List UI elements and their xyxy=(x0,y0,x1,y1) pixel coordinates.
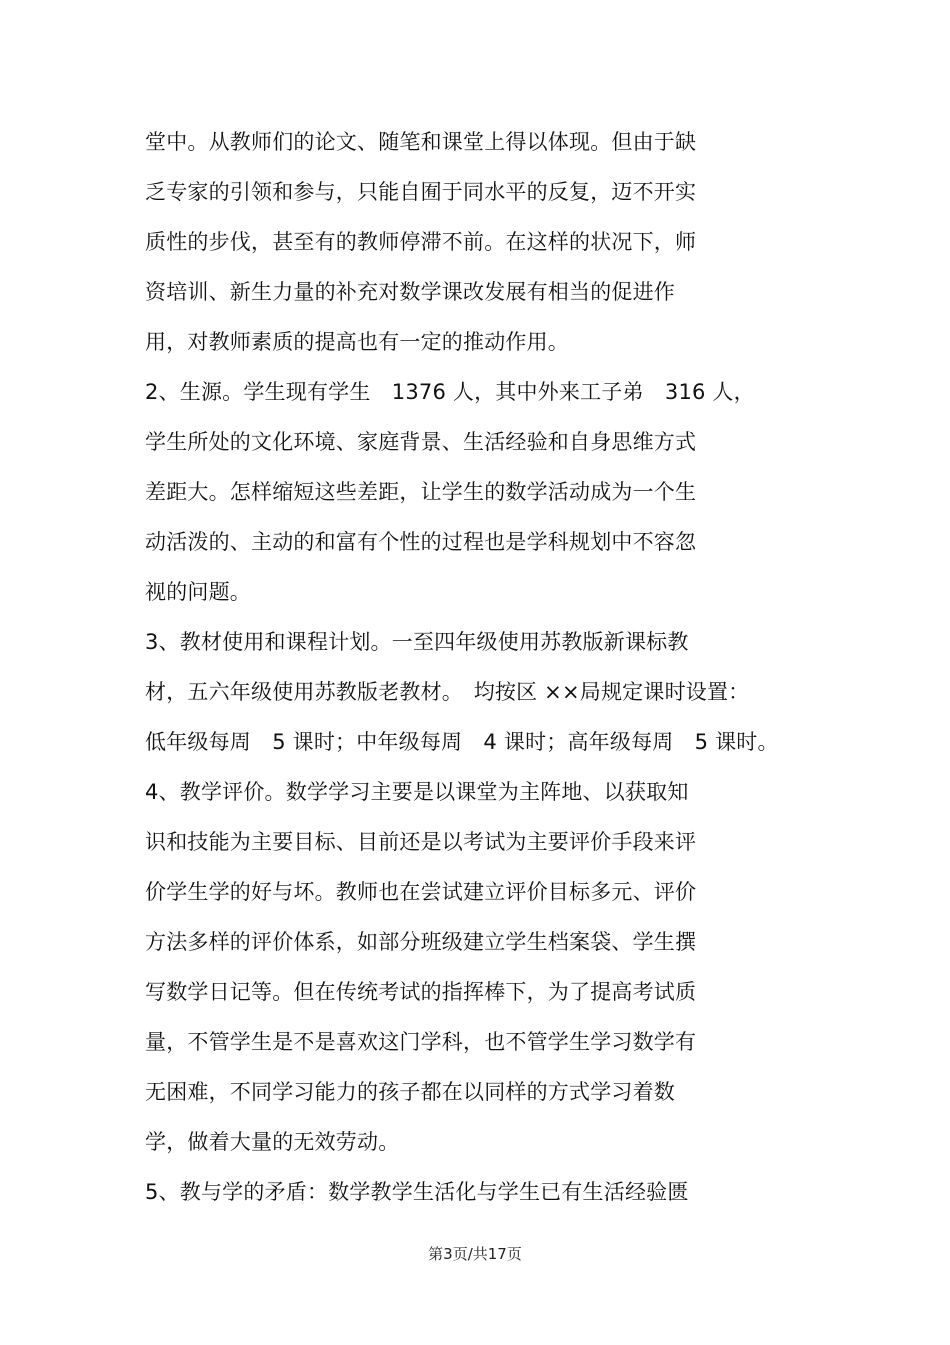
text-line: 学，做着大量的无效劳动。 xyxy=(145,1130,400,1154)
text-line: 方法多样的评价体系，如部分班级建立学生档案袋、学生撰 xyxy=(145,930,697,954)
text-line: 资培训、新生力量的补充对数学课改发展有相当的促进作 xyxy=(145,280,675,304)
text-line: 写数学日记等。但在传统考试的指挥棒下，为了提高考试质 xyxy=(145,980,697,1004)
page-number-footer: 第3页/共17页 xyxy=(428,1245,522,1263)
text-line: 价学生学的好与坏。教师也在尝试建立评价目标多元、评价 xyxy=(145,880,697,904)
text-line: 用，对教师素质的提高也有一定的推动作用。 xyxy=(145,330,569,354)
body-text xyxy=(145,121,845,1221)
text-line: 无困难，不同学习能力的孩子都在以同样的方式学习着数 xyxy=(145,1080,675,1104)
text-line: 学生所处的文化环境、家庭背景、生活经验和自身思维方式 xyxy=(145,430,697,454)
text-line: 3、教材使用和课程计划。一至四年级使用苏教版新课标教 xyxy=(145,630,689,654)
text-line: 低年级每周 5 课时；中年级每周 4 课时；高年级每周 5 课时。 xyxy=(145,730,779,754)
text-line: 堂中。从教师们的论文、随笔和课堂上得以体现。但由于缺 xyxy=(145,130,697,154)
text-line: 差距大。怎样缩短这些差距，让学生的数学活动成为一个生 xyxy=(145,480,697,504)
text-line: 质性的步伐，甚至有的教师停滞不前。在这样的状况下，师 xyxy=(145,230,697,254)
text-line: 2、生源。学生现有学生 1376 人，其中外来工子弟 316 人， xyxy=(145,380,755,404)
text-line: 识和技能为主要目标、目前还是以考试为主要评价手段来评 xyxy=(145,830,697,854)
text-line: 材，五六年级使用苏教版老教材。 均按区 ××局规定课时设置： xyxy=(145,680,750,704)
text-line: 动活泼的、主动的和富有个性的过程也是学科规划中不容忽 xyxy=(145,530,697,554)
text-line: 视的问题。 xyxy=(145,580,251,604)
text-line: 4、教学评价。数学学习主要是以课堂为主阵地、以获取知 xyxy=(145,780,689,804)
text-line: 乏专家的引领和参与，只能自囿于同水平的反复，迈不开实 xyxy=(145,180,697,204)
text-line: 量，不管学生是不是喜欢这门学科，也不管学生学习数学有 xyxy=(145,1030,697,1054)
text-line: 5、教与学的矛盾：数学教学生活化与学生已有生活经验匮 xyxy=(145,1180,689,1204)
